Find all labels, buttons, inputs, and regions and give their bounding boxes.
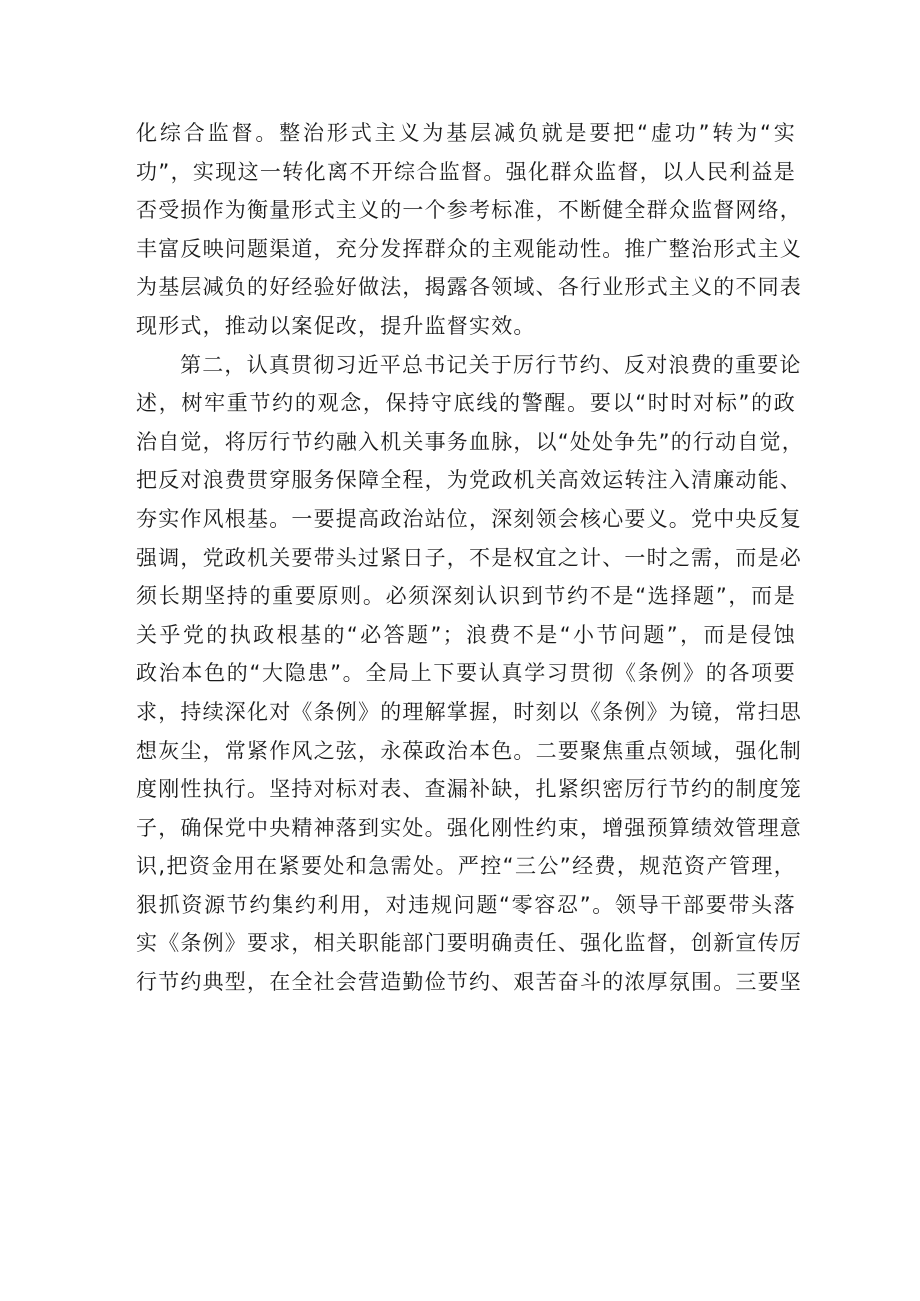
text-line: 行节约典型，在全社会营造勤俭节约、艰苦奋斗的浓厚氛围。三要坚 — [136, 970, 802, 995]
text-line: 第二，认真贯彻习近平总书记关于厉行节约、反对浪费的重要论 — [180, 352, 802, 377]
text-line: 丰富反映问题渠道，充分发挥群众的主观能动性。推广整治形式主义 — [136, 236, 802, 261]
text-line: 求，持续深化对《条例》的理解掌握，时刻以《条例》为镜，常扫思 — [136, 699, 802, 724]
text-line: 化综合监督。整治形式主义为基层减负就是要把“虚功”转为“实 — [136, 121, 796, 145]
body-text — [136, 114, 804, 1002]
text-line: 为基层减负的好经验好做法，揭露各领域、各行业形式主义的不同表 — [136, 275, 802, 300]
text-line: 述，树牢重节约的观念，保持守底线的警醒。要以“时时对标”的政 — [136, 391, 796, 416]
text-line: 度刚性执行。坚持对标对表、查漏补缺，扎紧织密厉行节约的制度笼 — [136, 777, 802, 802]
text-line: 强调，党政机关要带头过紧日子，不是权宜之计、一时之需，而是必 — [136, 545, 802, 570]
text-line: 想灰尘，常紧作风之弦，永葆政治本色。二要聚焦重点领域，强化制 — [136, 738, 802, 763]
text-line: 否受损作为衡量形式主义的一个参考标准，不断健全群众监督网络， — [136, 198, 802, 223]
text-line: 识,把资金用在紧要处和急需处。严控“三公”经费，规范资产管理， — [136, 854, 796, 879]
text-line: 实《条例》要求，相关职能部门要明确责任、强化监督，创新宣传厉 — [136, 931, 802, 956]
text-line: 夯实作风根基。一要提高政治站位，深刻领会核心要义。党中央反复 — [136, 506, 802, 531]
text-line: 子，确保党中央精神落到实处。强化刚性约束，增强预算绩效管理意 — [136, 815, 802, 840]
text-line: 治自觉，将厉行节约融入机关事务血脉，以“处处争先”的行动自觉， — [136, 429, 804, 454]
text-line: 现形式，推动以案促改，提升监督实效。 — [136, 313, 536, 338]
text-line: 狠抓资源节约集约利用，对违规问题“零容忍”。领导干部要带头落 — [136, 892, 796, 917]
text-line: 须长期坚持的重要原则。必须深刻认识到节约不是“选择题”，而是 — [136, 584, 796, 609]
text-line: 功”，实现这一转化离不开综合监督。强化群众监督，以人民利益是 — [136, 159, 796, 184]
text-line: 政治本色的“大隐患”。全局上下要认真学习贯彻《条例》的各项要 — [136, 661, 796, 686]
text-line: 把反对浪费贯穿服务保障全程，为党政机关高效运转注入清廉动能、 — [136, 468, 802, 493]
text-line: 关乎党的执政根基的“必答题”；浪费不是“小节问题”，而是侵蚀 — [136, 622, 796, 647]
